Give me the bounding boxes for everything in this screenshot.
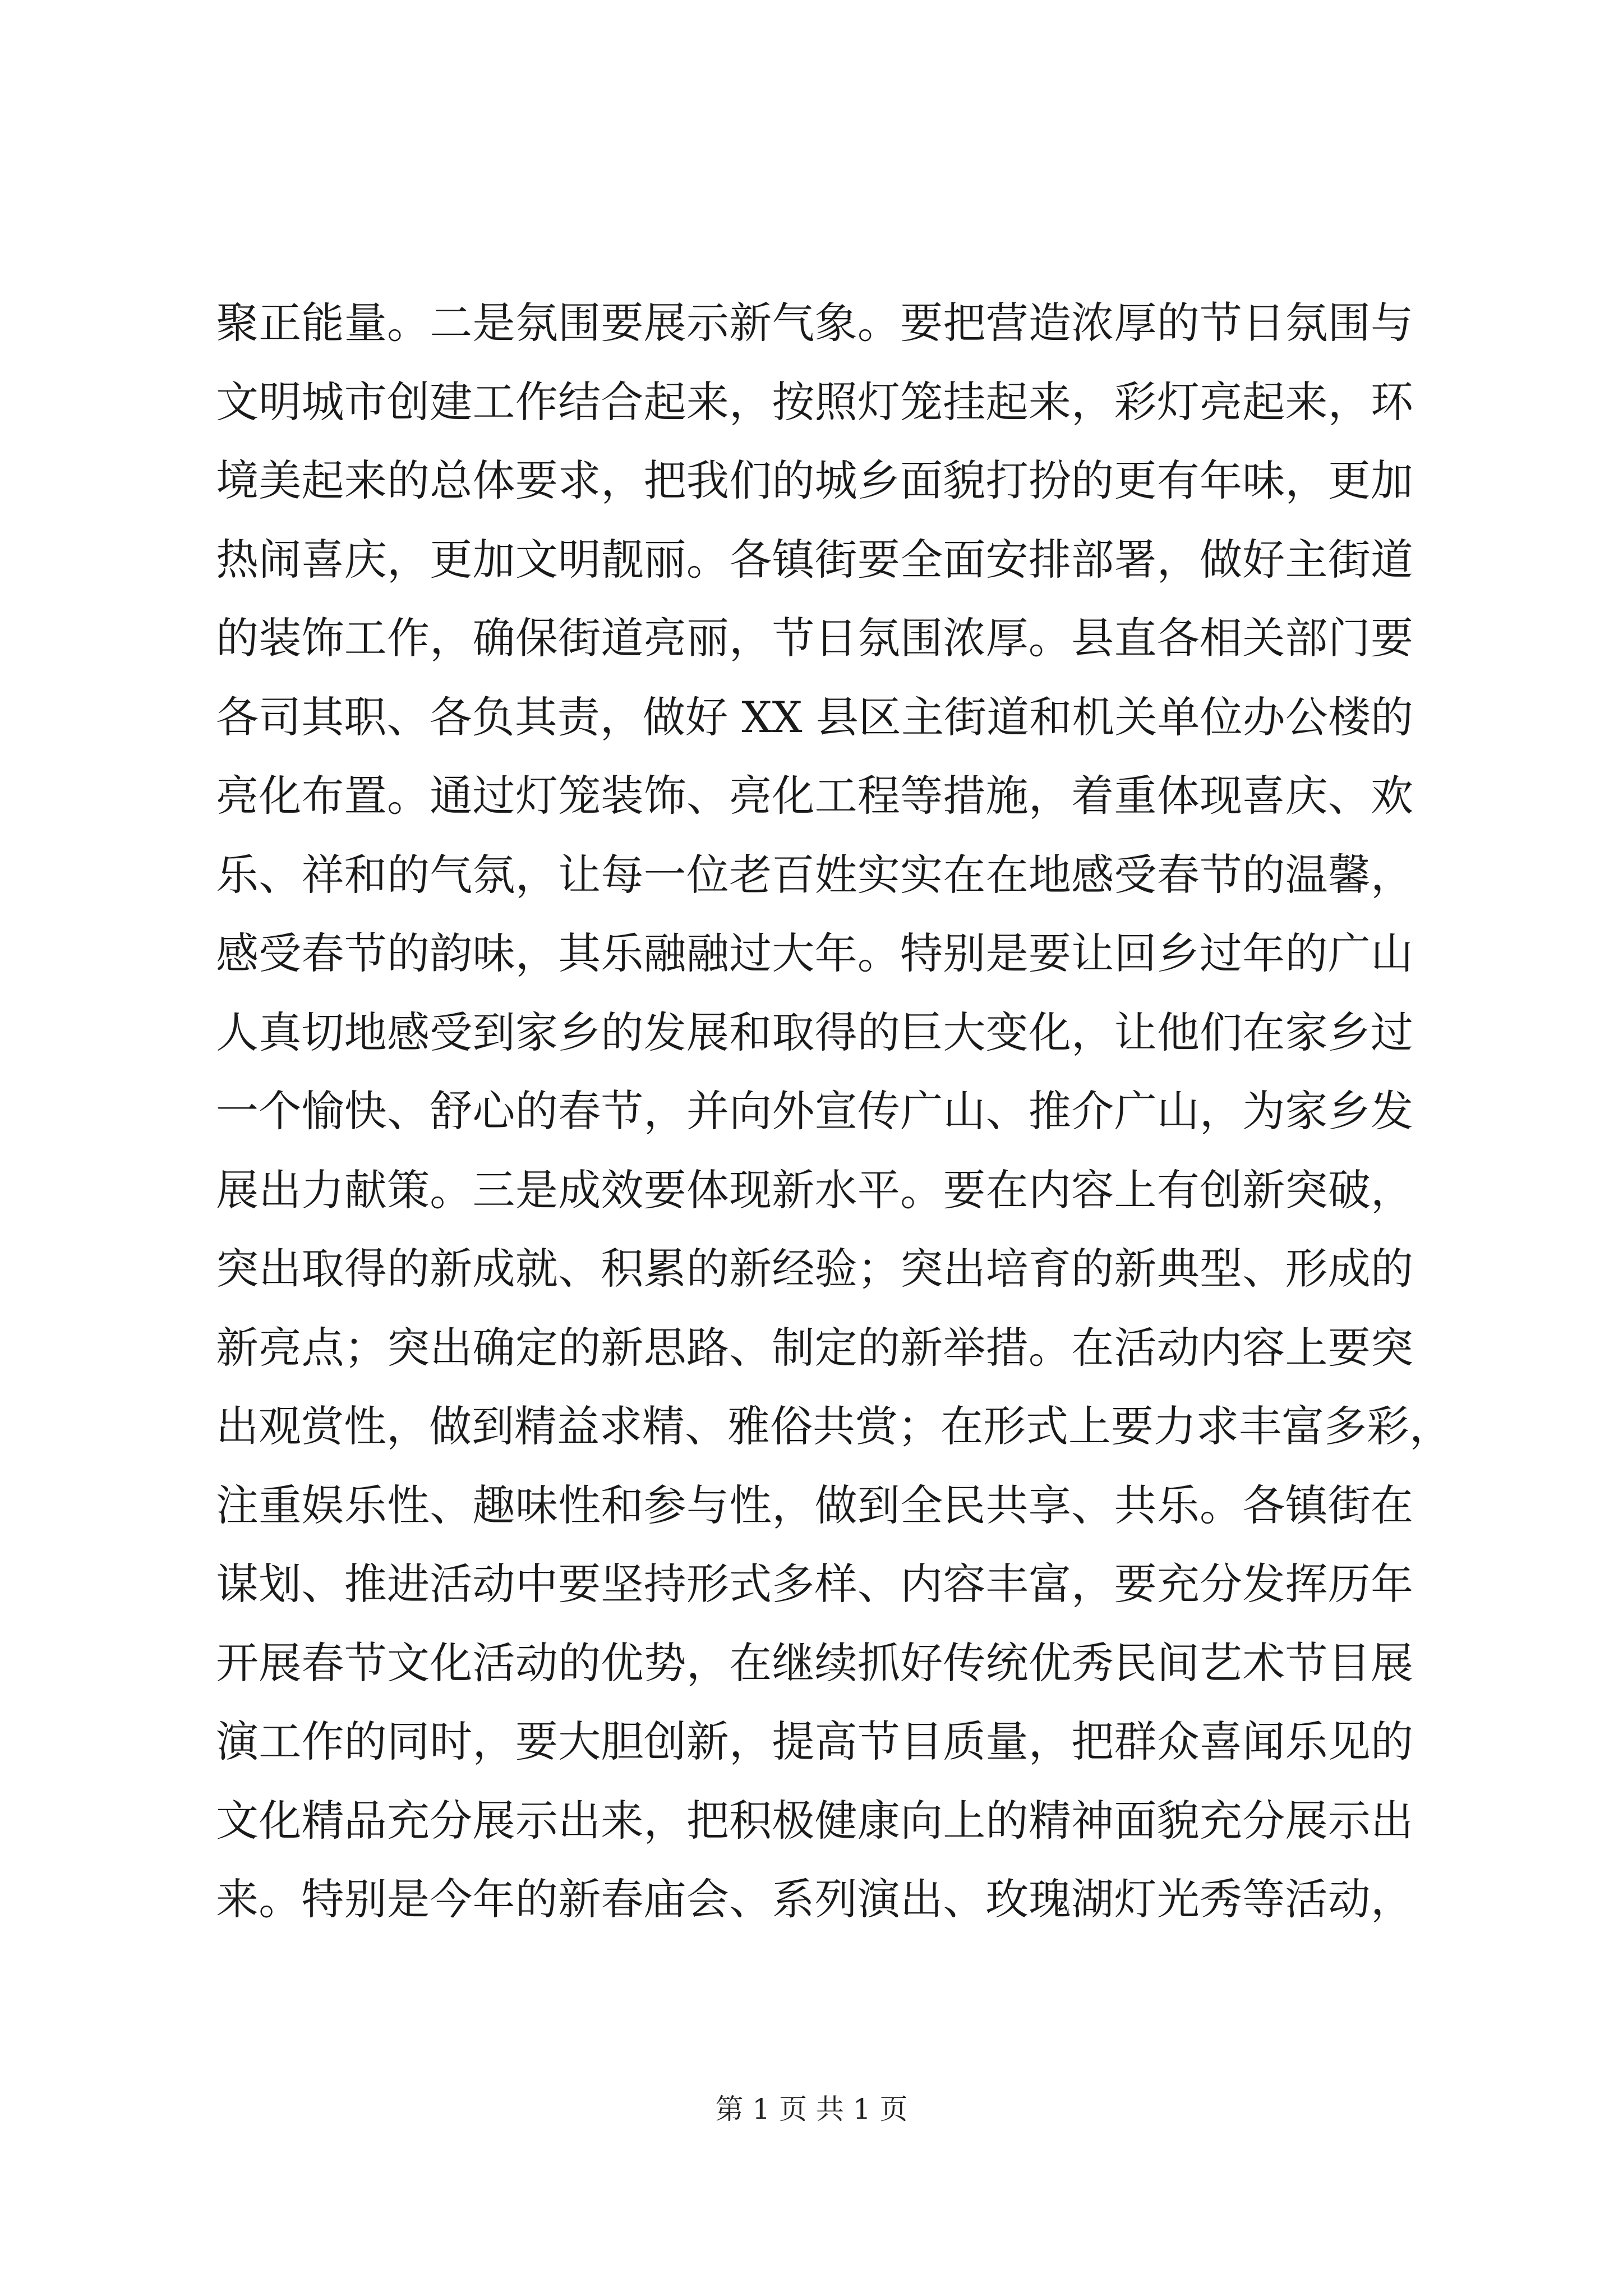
text-line: 演工作的同时，要大胆创新，提高节目质量，把群众喜闻乐见的 xyxy=(216,1717,1413,1766)
text-line: 文明城市创建工作结合起来，按照灯笼挂起来，彩灯亮起来，环 xyxy=(216,376,1413,427)
body-text xyxy=(216,284,1452,1939)
text-line: 乐、祥和的气氛，让每一位老百姓实实在在地感受春节的温馨， xyxy=(216,849,1413,900)
text-line: 文化精品充分展示出来，把积极健康向上的精神面貌充分展示出 xyxy=(216,1795,1413,1846)
text-line: 聚正能量。二是氛围要展示新气象。要把营造浓厚的节日氛围与 xyxy=(216,298,1413,348)
text-line: 谋划、推进活动中要坚持形式多样、内容丰富，要充分发挥历年 xyxy=(216,1559,1413,1609)
text-line: 展出力献策。三是成效要体现新水平。要在内容上有创新突破， xyxy=(216,1165,1413,1215)
page-number-footer: 第 1 页 共 1 页 xyxy=(715,2093,908,2125)
text-line: 开展春节文化活动的优势，在继续抓好传统优秀民间艺术节目展 xyxy=(216,1637,1413,1688)
text-line: 境美起来的总体要求，把我们的城乡面貌打扮的更有年味，更加 xyxy=(216,455,1413,505)
text-line: 突出取得的新成就、积累的新经验；突出培育的新典型、形成的 xyxy=(216,1244,1413,1294)
text-line: 的装饰工作，确保街道亮丽，节日氛围浓厚。县直各相关部门要 xyxy=(216,613,1413,663)
text-line: 出观赏性，做到精益求精、雅俗共赏；在形式上要力求丰富多彩， xyxy=(216,1401,1452,1451)
text-line: 一个愉快、舒心的春节，并向外宣传广山、推介广山，为家乡发 xyxy=(216,1086,1413,1136)
text-line: 来。特别是今年的新春庙会、系列演出、玫瑰湖灯光秀等活动， xyxy=(216,1874,1413,1924)
text-line: 热闹喜庆，更加文明靓丽。各镇街要全面安排部署，做好主街道 xyxy=(216,534,1413,585)
text-line: 人真切地感受到家乡的发展和取得的巨大变化，让他们在家乡过 xyxy=(216,1007,1413,1057)
text-line: 各司其职、各负其责，做好 XX 县区主街道和机关单位办公楼的 xyxy=(216,692,1413,742)
text-line: 感受春节的韵味，其乐融融过大年。特别是要让回乡过年的广山 xyxy=(216,928,1413,978)
text-line: 新亮点；突出确定的新思路、制定的新举措。在活动内容上要突 xyxy=(216,1322,1413,1373)
text-line: 注重娱乐性、趣味性和参与性，做到全民共享、共乐。各镇街在 xyxy=(216,1480,1413,1530)
text-line: 亮化布置。通过灯笼装饰、亮化工程等措施，着重体现喜庆、欢 xyxy=(216,771,1413,821)
